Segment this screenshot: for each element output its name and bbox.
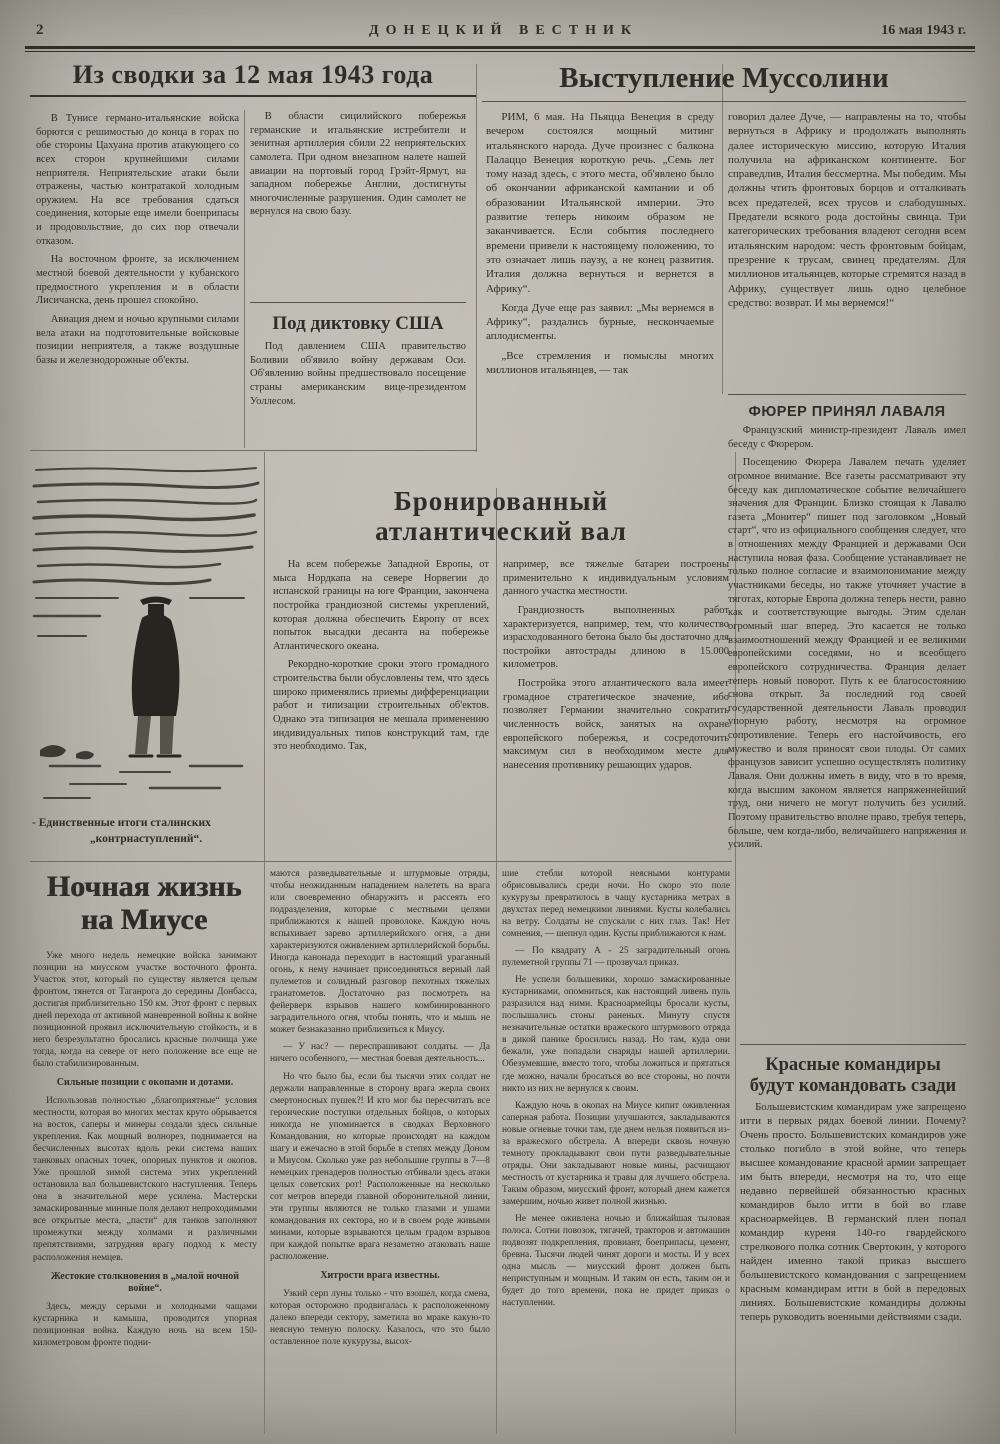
- mius-headline: [30, 870, 258, 936]
- issue-date: 16 мая 1943 г.: [881, 23, 966, 38]
- commanders-body: Большевистским командирам уже запрещено итти в первых рядах боевой линии. Почему? Очень просто. Большевистских командиров уже столько погибло в этой войне, что теперь высшее командование красной армии запрещает им быть впереди, несмотря на то, что еще недавно первейшей обязанностью красных командиров было итти в бой во главе красноармейцев. В германский плен попал командир куреня 140-го гвардейского стрелкового полка сотник Свертокин, у которого найден именно такой приказ высшего большевистского командования с запрещением красным командирам итти в бой в передовых линиях. Большевистские командиры должны теперь руководить военными действиями сзади.: [740, 1101, 966, 1324]
- mussolini-headline: Выступление Муссолини: [482, 62, 966, 102]
- illustration-caption: [32, 816, 260, 847]
- mius-intro: Уже много недель немецкие войска занимают позиции на миусском участке восточного фронта. Участок этот, который по существу является целым фронтом, тянется от Таганрога до середины Донбасса, достигая приблизительно 150 км. Этот фронт с первых дней перехода от активной маневренной войны к войне позиционной проявил исключительную стойкость, и в него безрезультатно бросались красные полчища уже тогда, когда на севере от него положение все еще не было стабилизированным.: [33, 951, 257, 1070]
- mius-body-1: Использовав полностью „благоприятные“ условия местности, которая во многих местах круто обрывается на восток, саперы и минеры создали здесь сильные укрепления. Как мощный волнорез, поднимается на бесчисленных высотах вдоль реки система наших танковых опасных точек, опорных пунктов и окопов. Уже прошлой зимой система этих укреплений остановила вал большевистского наступления. Теперь она в значительной мере усилена. Мастерски замаскированные минные поля делают непроходимыми все открытые места, „пасти“ для танков заполняют промежутки между холмами и различными препятствиями, затрудняя врагу подход к месту расположения немцев.: [33, 1096, 257, 1263]
- mius-subhead-1: Сильные позиции с окопами и дотами.: [56, 1077, 234, 1089]
- atlantic-column-1: На всем побережье Западной Европы, от мыса Нордкапа на севере Норвегии до испанской границы на юге Франции, закончена постройка грандиозной системы укреплений, которая должна обеспечить Европу от всех попыток высадки десанта на побережье Атлантического океана. Рекордно-короткие сроки этого громадного строительства были обусловлены тем, что здесь широко применялись приемы дифференциации работ и типизации строительных об'ектов. Однако эта типизация не мешала применению индивидуальных типов конструкций там, где это необходимо. Так,: [273, 559, 489, 753]
- svodka-headline: Из сводки за 12 мая 1943 года: [30, 60, 476, 97]
- page-number: 2: [36, 22, 44, 38]
- column-rule: [264, 452, 265, 1434]
- caption-line2: „контрнаступлений“.: [89, 832, 203, 845]
- atlantic-headline-line1: Бронированный: [393, 486, 609, 516]
- mussolini-column-1: РИМ, 6 мая. На Пьяцца Венеция в среду вечером состоялся мощный митинг итальянского народа. Дуче произнес с балкона Палаццо Венеция короткую речь. „Семь лет тому назад здесь, с этого места, об'явлено было об окончании африканской кампании и об образовании Итальянской империи. Это развитие теперь никоим образом не заканчивается. Если события последнего времени привели к настоящему положению, то это означает лишь паузу, а не конец развития. Италия должна вернуться и вернется в Африку“. Когда Дуче еще раз заявил: „Мы вернемся в Африку“, раздались бурные, нескончаемые аплодисменты. „Все стремления и помыслы многих миллионов итальянцев, — так: [486, 111, 714, 377]
- atlantic-column-2: например, все тяжелые батареи построены применительно к индивидуальным условиям данного участка местности. Грандиозность выполненных работ характеризуется, например, тем, что количество израсходованного бетона было бы достаточно для постройки автострады длиною в 15.000 километров. Постройка этого атлантического вала имеет громадное стратегическое значение, ибо позволяет Германии значительно сократить численность войск, занятых на охране европейского побережья, и сосредоточить максимум сил в необходимом месте для нанесения противнику решающих ударов.: [503, 559, 729, 771]
- fuhrer-headline: ФЮРЕР ПРИНЯЛ ЛАВАЛЯ: [728, 394, 966, 420]
- caption-line1: - Единственные итоги сталинских: [32, 817, 211, 829]
- diktovka-headline: Под диктовку США: [250, 302, 466, 335]
- mius-subhead-3: Хитрости врага известны.: [320, 1270, 440, 1281]
- diktovka-body: Под давлением США правительство Боливии об'явило войну державам Оси. Об'явлению войны предшествовало посещение страны американским вице-президентом Уоллесом.: [250, 341, 466, 407]
- mius-col2-part2: Узкий серп луны только - что взошел, когда смена, которая осторожно продвигалась к расположенному далеко впереди сектору, заметила во мраке какую-то неясную темную полоску. Казалось, что это было оставленное поле кукурузы, высох-: [270, 1288, 490, 1347]
- mius-col2-part1: маются разведывательные и штурмовые отряды, чтобы неожиданным нападением налететь на врага или своевременно обнаружить и рассеять его подразделения, которые с местными целями приближаются к нашей проволоке. Каждую ночь вспыхивает зарево артиллерийского огня, а дни характеризуются оживлением артиллерийской борьбы. Иногда канонада переходит в настоящий ураганный огонь, к нему начинает присоединяться верный лай пулеметов и солидный разговор пехотных тяжелых гранатометов. Достаточно раз посмотреть на фейерверк взрывов нашего комбинированного заградительного огня, чтобы понять, что и мышь не может безнаказанно приблизиться к Миусу. — У нас? — переспрашивают солдаты. — Да ничего особенного, — местная боевая деятельность... Но что было бы, если бы тысячи этих солдат не держали направленные в сторону врага жерла своих смертоносных пушек?! И кто мог бы пересчитать все героические поступки отдельных бойцов, о которых никогда не упоминается в сводках Верховного Командования, но которые происходят на каждом шагу и ежечасно в этой борьбе в степях между Доном и Миусом. Сколько уже раз небольшие группы в 7—8 немецких гренадеров полностью отбивали здесь атаки целых советских рот! Расположенные на несколько сот метров впереди главной оборонительной линии, эти группы являются не только глазами и ушами командования их сектора, но и в своем роде живыми минами, которые взрываются целым градом взрывов при каждой попытке врага незаметно атаковать наше расположение.: [270, 869, 490, 1262]
- mius-headline-line1: Ночная жизнь: [46, 870, 242, 903]
- svodka-column-2: В области сицилийского побережья германские и итальянские истребители и зенитная артиллерия сбили 22 неприятельских самолета. При одном внезапном налете нашей авиации на портовый город Грэйт-Ярмут, на западном побережье Англии, достигнуты многочисленные разрушения. Один самолет не вернулся на свою базу.: [250, 111, 466, 218]
- header-rule: [25, 46, 975, 52]
- mius-body-2: Здесь, между серыми и холодными чащами кустарника и камыша, проводится упорная позиционная война. Каждую ночь на всем 150-километровом фронте подни-: [33, 1302, 257, 1349]
- mussolini-column-2: говорил далее Дуче, — направлены на то, чтобы вернуться в Африку и продолжать выполнять далее историческую миссию, которую Италия получила на африканском континенте. Бог справедлив, Италия бессмертна. Мы победим. Мы должны чтить фронтовых борцов и отталкивать всех предателей, всех трусов и слабодушных. Предатели всякого рода достойны свинца. Три категорических требования владеют сегодня всем итальянским народом: честь фронтовым бойцам, презрение к трусам, свинец предателям. Для миллионов итальянцев, которые стремятся назад в Африку, существует лишь одно целебное средство: возврат. И мы вернемся!“: [728, 111, 966, 309]
- column-rule: [244, 110, 245, 448]
- column-rule: [476, 64, 477, 452]
- atlantic-headline: [270, 486, 732, 546]
- atlantic-headline-line2: атлантический вал: [375, 516, 627, 547]
- fuhrer-body: Французский министр-президент Лаваль имел беседу с Фюрером. Посещению Фюрера Лавалем печать уделяет огромное внимание. Все газеты рассматривают эту беседу как дипломатическое событие величайшего значения для Франции. Близко стоящая к Лавалю газета „Монитер“ пишет под заголовком „Новый старт“, что из официального сообщения следует, что в отношениях между Францией и державами Оси наступила новая фаза. Сообщение устанавливает не только полное согласие и взаимопонимание между участниками беседы, но также уточняет участие в тяготах, которые Европа должна теперь нести, равно как и соответствующие выгоды. Этим сделан огромный шаг вперед. Это касается не только взаимоотношений между Францией и ее великими европейскими соседями, но и всеобщего европейского сотрудничества. Франция делает теперь новый поворот. Путь к ее благосостоянию снова открыт. За последний год своей государственной деятельности Лаваль проводил упорную работу, несмотря на огромное сопротивление. Теперь его настойчивость, его мужество и воля приносят свои плоды. От самих французов зависит успешно осуществлять политику Лаваля. Они должны иметь в виду, что в то время, когда высшим законом является напряженнейший труд, они ничего не могут получить без усилий. Поэтому правительство вполне право, требуя теперь, больше, чем когда-либо, величайшего напряжения и усилий.: [728, 425, 966, 851]
- propaganda-illustration: [30, 454, 262, 810]
- svodka-column-1: В Тунисе германо-итальянские войска борются с решимостью до конца в горах по обе стороны Цахуана против атакующего со всех сторон крупнейшими силами неприятеля. Неприятельские атаки были отражены, частью контратакой холодным оружием. На все требования сдаться соединения, которые еще имели боеприпасы и продовольствие, до сих пор отвечали отказом. На восточном фронте, за исключением местной боевой деятельности у кубанского предмостного укрепления и в области Лисичанска, день прошел спокойно. Авиация днем и ночью крупными силами вела атаки на подготовительные войсковые позиции неприятеля, а также воздушные базы и железнодорожные об'екты.: [36, 113, 239, 366]
- mius-column-3: шие стебли которой неясными контурами обрисовывались среди ночи. Но скоро это поле кукурузы превратилось в чащу кустарника метрах в двухстах перед немецкими линиями. Кусты колебались на ветру. Солдаты не спускали с них глаз. Так! Нет сомнения, — шепнул один. Кусты приближаются к нам. — По квадрату А - 25 заградительный огонь пулеметной группы 71 — прозвучал приказ. Не успели большевики, хорошо замаскированные кустарниками, опомниться, как настоящий ливень пуль разразился над ними. Красноармейцы бросали кусты, послышались стоны раненых. Минуту спустя незначительные остатки вражеского штурмового отряда в дикой панике бросились назад. Но там, куда они бежали, уже попадали снаряды нашей артиллерии. Обезумевшие, вместо того, чтобы ложиться и прятаться где можно, начали бросаться во все стороны, но почти никто из них не вернулся к своим. Каждую ночь в окопах на Миусе кипит оживленная саперная работа. Позиции улучшаются, закладываются новые огневые точки там, где днем нельзя появиться из-за вражеского обстрела. А впереди сквозь ночную темноту прокладывают свои пути разведывательные отряды. Они закладывают новые мины, расчищают местность от кустарника и травы для лучшего обстрела. Таким образом, миусский фронт, который днем кажется замершим, ночью живет полной жизнью. Не менее оживлена ночью и ближайшая тыловая полоса. Сотни повозок, тягачей, тракторов и автомашин подвозят подкрепления, провиант, боеприпасы, цемент, бревна. Тысячи людей чинят дороги и мосты. И у всех одна мысль — миусский фронт должен быть неприступным и мощным. И таким он есть, таким он и будет до того времени, пока не придет приказ о наступлении.: [502, 869, 730, 1309]
- mius-subhead-2: Жестокие столкновения в „малой ночной войне“.: [50, 1270, 240, 1295]
- commanders-headline-line1: Красные командиры: [765, 1055, 941, 1075]
- column-rule: [722, 64, 723, 394]
- mius-column-1: [33, 950, 257, 1432]
- masthead: ДОНЕЦКИЙ ВЕСТНИК: [368, 23, 639, 38]
- walking-figure-sketch-icon: [30, 454, 262, 810]
- mius-headline-line2: на Миусе: [80, 903, 208, 936]
- commanders-headline: [740, 1044, 966, 1098]
- column-rule: [496, 488, 497, 1434]
- section-rule: [30, 861, 732, 862]
- commanders-headline-line2: будут командовать сзади: [749, 1076, 957, 1097]
- mius-column-2: [270, 868, 490, 1434]
